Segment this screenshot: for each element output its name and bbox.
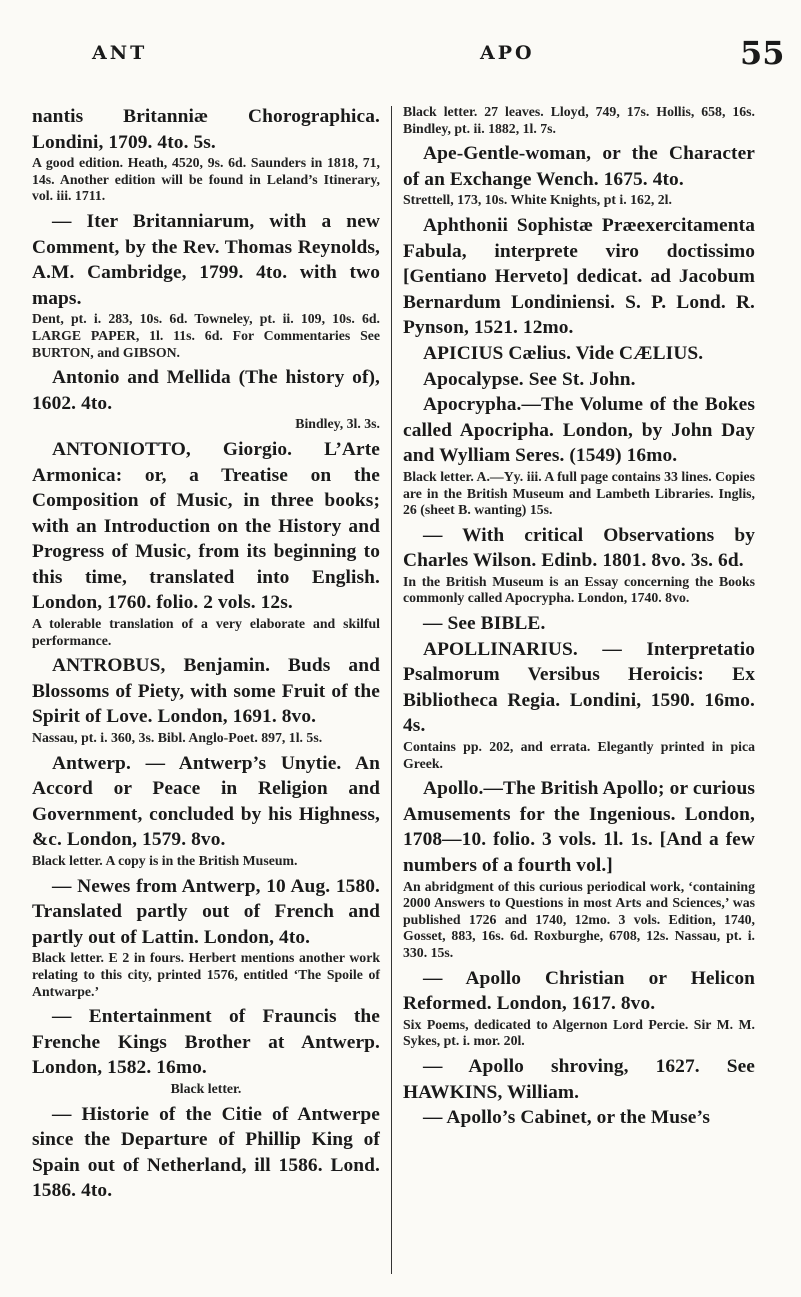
entry-note: Nassau, pt. i. 360, 3s. Bibl. Anglo-Poet. 897, 1l. 5s. [32, 730, 323, 746]
bibliography-entry: — Iter Britanniarum, with a new Comment, by the Rev. Thomas Reynolds, A.M. Cambridge, 1799. 4to. with two maps. [32, 210, 380, 309]
left-column [32, 104, 380, 1204]
entry-note: Bindley, 3l. 3s. [295, 416, 380, 432]
bibliography-entry: — Apollo’s Cabinet, or the Muse’s [423, 1107, 710, 1129]
entry-note: A good edition. Heath, 4520, 9s. 6d. Saunders in 1818, 71, 14s. Another edition will be found in Leland’s Itinerary, vol. iii. 1711. [32, 155, 380, 204]
bibliography-entry: Antwerp. — Antwerp’s Unytie. An Accord or Peace in Religion and Government, concluded by his Highness, &c. London, 1579. 8vo. [32, 752, 380, 851]
bibliography-entry: ANTROBUS, Benjamin. Buds and Blossoms of Piety, with some Fruit of the Spirit of Love. London, 1691. 8vo. [32, 655, 380, 728]
bibliography-entry: — Historie of the Citie of Antwerpe since the Departure of Phillip King of Spain out of Netherland, ill 1586. Lond. 1586. 4to. [32, 1103, 380, 1202]
entry-note: Black letter. 27 leaves. Lloyd, 749, 17s. Hollis, 658, 16s. Bindley, pt. ii. 1882, 1l. 7s. [403, 104, 755, 136]
entry-note: Dent, pt. i. 283, 10s. 6d. Towneley, pt. ii. 109, 10s. 6d. LARGE PAPER, 1l. 11s. 6d. For Commentaries See BURTON, and GIBSON. [32, 311, 380, 360]
entry-note: In the British Museum is an Essay concerning the Books commonly called Apocrypha. London, 1740. 8vo. [403, 573, 755, 606]
entry-note: Black letter. A copy is in the British Museum. [32, 853, 298, 868]
bibliography-entry: Apocalypse. See St. John. [423, 368, 636, 390]
bibliography-entry: — With critical Observations by Charles Wilson. Edinb. 1801. 8vo. 3s. 6d. [403, 524, 755, 572]
bibliography-entry: APOLLINARIUS. — Interpretatio Psalmorum Versibus Heroicis: Ex Bibliotheca Regia. Londini, 1590. 16mo. 4s. [403, 638, 755, 737]
bibliography-entry: Ape-Gentle-woman, or the Character of an Exchange Wench. 1675. 4to. [403, 143, 755, 190]
right-column [403, 104, 755, 1131]
bibliography-entry: — Newes from Antwerp, 10 Aug. 1580. Translated partly out of French and partly out of Lattin. London, 4to. [32, 875, 380, 948]
bibliography-entry: — See BIBLE. [423, 613, 546, 635]
page-number: 55 [740, 34, 785, 72]
header-center-word: APO [480, 42, 535, 64]
bibliography-entry: nantis Britanniæ Chorographica. Londini, 1709. 4to. 5s. [32, 106, 380, 153]
bibliography-entry: — Entertainment of Frauncis the Frenche Kings Brother at Antwerp. London, 1582. 16mo. [32, 1006, 380, 1079]
entry-note: A tolerable translation of a very elaborate and skilful performance. [32, 616, 380, 648]
entry-note: Black letter. A.—Yy. iii. A full page contains 33 lines. Copies are in the British Museum and Lambeth Libraries. Inglis, 26 (sheet B. wanting) 15s. [403, 468, 755, 518]
header-left-word: ANT [92, 42, 148, 64]
bibliography-entry: Apollo.—The British Apollo; or curious Amusements for the Ingenious. London, 1708—10. folio. 3 vols. 1l. 1s. [And a few numbers of a fourth vol.] [403, 778, 755, 876]
bibliography-entry: Antonio and Mellida (The history of), 1602. 4to. [32, 367, 380, 414]
bibliography-entry: ANTONIOTTO, Giorgio. L’Arte Armonica: or, a Treatise on the Composition of Music, in three books; with an Introduction on the History and Progress of Music, from its beginning to this time, translated into English. London, 1760. folio. 2 vols. 12s. [32, 438, 380, 614]
bibliography-entry: APICIUS Cælius. Vide CÆLIUS. [423, 342, 704, 364]
entry-note: An abridgment of this curious periodical work, ‘containing 2000 Answers to Questions in most Arts and Sciences,’ was published 1726 and 1740, 12mo. 3 vols. Edition, 1740, Gosset, 883, 16s. 6d. Roxburghe, 6708, 12s. Nassau, pt. i. 330. 15s. [403, 878, 755, 960]
bibliography-entry: — Apollo shroving, 1627. See HAWKINS, William. [403, 1055, 755, 1103]
bibliography-entry: — Apollo Christian or Helicon Reformed. London, 1617. 8vo. [403, 967, 755, 1015]
running-head [0, 34, 801, 82]
entry-note: Six Poems, dedicated to Algernon Lord Percie. Sir M. M. Sykes, pt. i. mor. 20l. [403, 1016, 755, 1049]
column-divider [391, 106, 392, 1274]
entry-note: Black letter. E 2 in fours. Herbert mentions another work relating to this city, printed 1576, entitled ‘The Spoile of Antwarpe.’ [32, 950, 380, 999]
entry-note: Contains pp. 202, and errata. Elegantly printed in pica Greek. [403, 739, 755, 771]
entry-note: Black letter. [170, 1080, 242, 1096]
bibliography-entry: Aphthonii Sophistæ Præexercitamenta Fabula, interprete viro doctissimo [Gentiano Herveto] dedicat. ad Jacobum Bernardum Londiniensi. S. P. Lond. R. Pynson, 1521. 12mo. [403, 214, 755, 339]
entry-note: Strettell, 173, 10s. White Knights, pt i. 162, 2l. [403, 192, 672, 208]
bibliography-entry: Apocrypha.—The Volume of the Bokes called Apocripha. London, by John Day and Wylliam Seres. (1549) 16mo. [403, 394, 755, 467]
